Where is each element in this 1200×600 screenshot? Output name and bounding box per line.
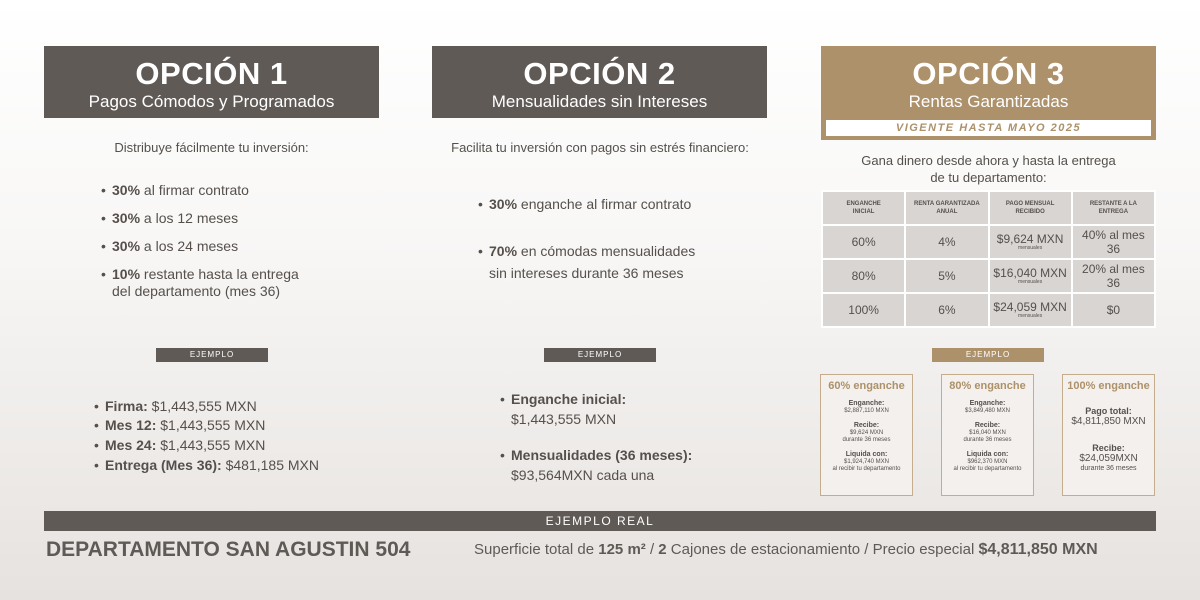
option2-title: OPCIÓN 2 [523,56,676,91]
card-value: durante 36 meses [842,437,891,443]
option1-bullet: • 30% a los 12 meses [101,210,239,226]
card-value: $3,849,480 MXN [964,408,1011,414]
card-value: $1,924,740 MXN [843,459,890,465]
table-cell: 4% [905,225,988,259]
table-cell: 80% [822,259,905,293]
card-label: Recibe: [1092,443,1125,453]
card-value: $962,370 MXN [967,459,1008,465]
option1-subtitle: Pagos Cómodos y Programados [88,92,335,111]
card-title: 80% enganche [949,380,1026,392]
option2-header [432,46,767,118]
table-row [822,259,1155,293]
option2-example-item: • Enganche inicial: $1,443,555 MXN [500,391,627,427]
table-cell: $9,624 MXN mensuales [989,225,1072,259]
table-cell: 60% [822,225,905,259]
table-header: RESTANTE A LA ENTREGA [1072,191,1155,225]
card-title: 60% enganche [828,380,905,392]
card-value: $24,059MXN [1079,453,1138,464]
card-value: al recibir tu departamento [953,466,1022,472]
option1-intro: Distribuye fácilmente tu inversión: [114,140,309,155]
table-row [822,225,1155,259]
option1-example-item: • Firma: $1,443,555 MXN [94,398,257,414]
card-label: Recibe: [853,422,880,429]
table-cell: $24,059 MXN mensuales [989,293,1072,327]
option3-header [821,46,1156,140]
option3-ejemplo-tag: EJEMPLO [932,348,1044,362]
property-name: DEPARTAMENTO SAN AGUSTIN 504 [46,538,411,561]
option2-intro: Facilita tu inversión con pagos sin estrés financiero: [451,140,749,155]
table-cell: $16,040 MXN mensuales [989,259,1072,293]
option1-example-item: • Entrega (Mes 36): $481,185 MXN [94,457,319,473]
table-cell: $0 [1072,293,1155,327]
table-cell: 40% al mes 36 [1072,225,1155,259]
table-row [822,293,1155,327]
rentas-table [821,190,1156,328]
card-value: durante 36 meses [963,437,1012,443]
option1-example-item: • Mes 12: $1,443,555 MXN [94,417,266,433]
option3-title: OPCIÓN 3 [912,56,1065,91]
table-header: RENTA GARANTIZADA ANUAL [905,191,988,225]
card-value: $16,040 MXN [969,430,1006,436]
card-value: durante 36 meses [1080,465,1137,472]
card-value: $2,887,110 MXN [844,408,889,414]
option2-bullet: • 30% enganche al firmar contrato [478,196,692,212]
table-header-row [822,191,1155,225]
option1-ejemplo-tag: EJEMPLO [156,348,268,362]
ejemplo-real-bar: EJEMPLO REAL [44,511,1156,531]
option2-subtitle: Mensualidades sin Intereses [491,92,708,111]
example-card-80 [941,374,1034,496]
card-label: Enganche: [848,400,885,407]
table-cell: 100% [822,293,905,327]
card-label: Enganche: [969,400,1006,407]
option3-subtitle: Rentas Garantizadas [908,92,1069,111]
card-label: Liquida con: [845,451,888,458]
table-header: ENGANCHE INICIAL [822,191,905,225]
card-value: $4,811,850 MXN [1071,416,1146,427]
option1-bullet: • 30% a los 24 meses [101,238,239,254]
option3-vigente-badge: VIGENTE HASTA MAYO 2025 [826,120,1151,136]
option1-bullet: • 10% restante hasta la entrega del departamento (mes 36) [101,266,299,299]
example-card-100 [1062,374,1155,496]
card-label: Liquida con: [966,451,1009,458]
example-card-60 [820,374,913,496]
option2-bullet: • 70% en cómodas mensualidades sin intereses durante 36 meses [478,243,696,281]
card-title: 100% enganche [1067,380,1150,392]
table-cell: 6% [905,293,988,327]
option1-header [44,46,379,118]
option1-example-item: • Mes 24: $1,443,555 MXN [94,437,266,453]
table-cell: 5% [905,259,988,293]
card-value: al recibir tu departamento [832,466,901,472]
card-label: Pago total: [1085,406,1132,416]
option1-title: OPCIÓN 1 [135,56,288,91]
option2-ejemplo-tag: EJEMPLO [544,348,656,362]
option1-bullet: • 30% al firmar contrato [101,182,249,198]
card-label: Recibe: [974,422,1001,429]
table-cell: 20% al mes 36 [1072,259,1155,293]
card-value: $9,624 MXN [849,430,884,436]
option3-intro: Gana dinero desde ahora y hasta la entrega de tu departamento: [861,153,1116,185]
table-header: PAGO MENSUAL RECIBIDO [989,191,1072,225]
property-specs: Superficie total de 125 m² / 2 Cajones de estacionamiento / Precio especial $4,811,850 MXN [474,541,1098,558]
option2-example-item: • Mensualidades (36 meses): $93,564MXN cada una [500,447,693,483]
